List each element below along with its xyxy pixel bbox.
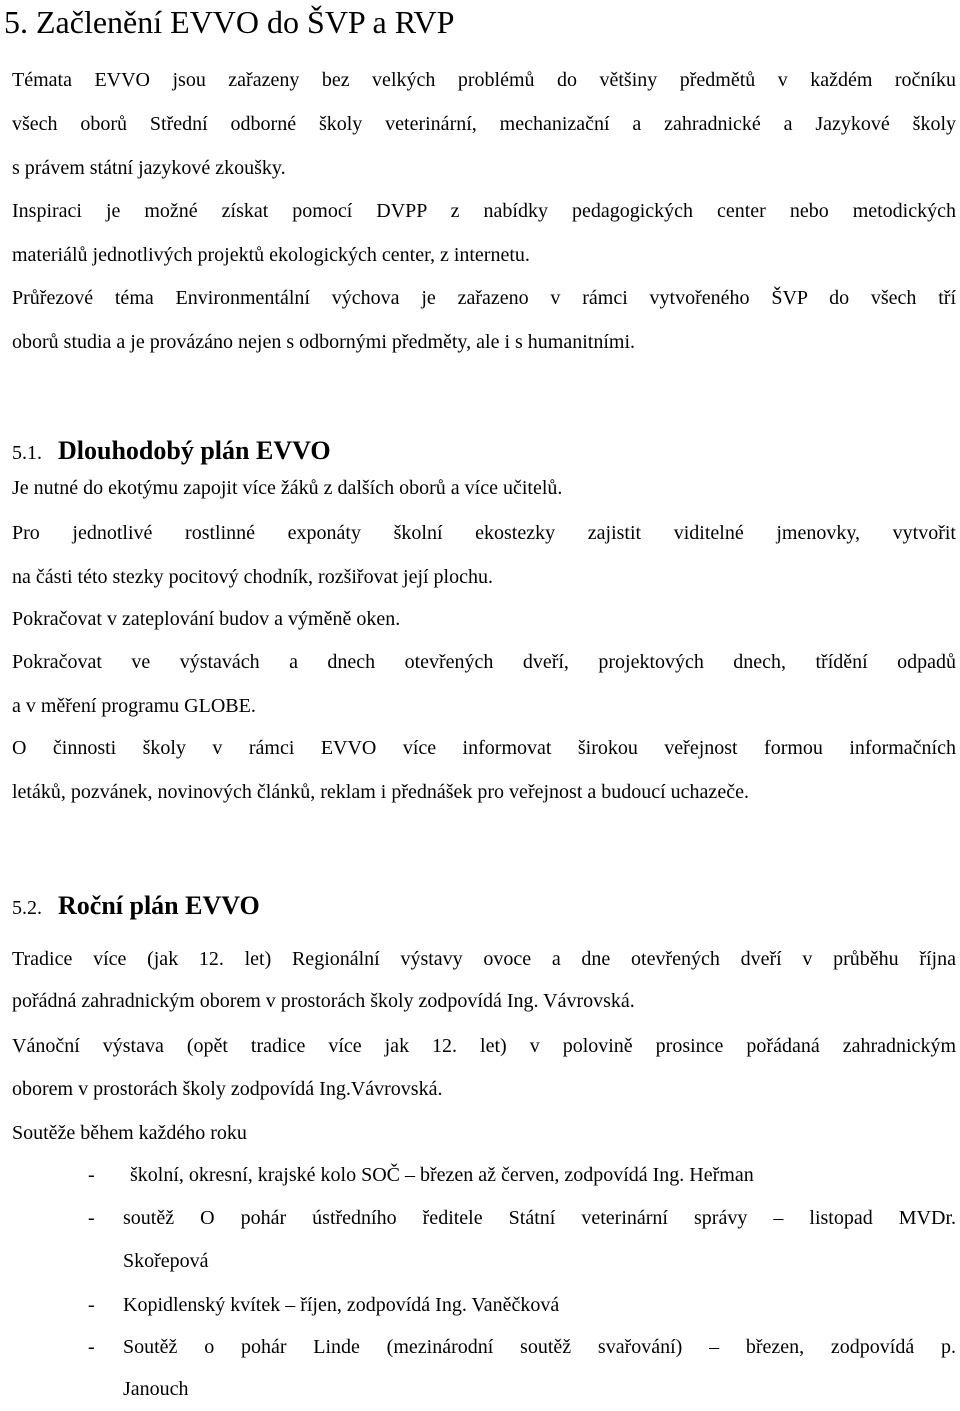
list-item-text: Janouch [123,1378,189,1400]
list-item-text: Kopidlenský kvítek – říjen, zodpovídá Ing. Vaněčková [123,1294,560,1316]
s1-p3: Pokračovat v zateplování budov a výměně oken. [12,608,401,630]
list-item-text: školní, okresní, krajské kolo SOČ – březen až červen, zodpovídá Ing. Heřman [130,1164,754,1186]
intro-p1-line2: všech oborů Střední odborné školy veterinární, mechanizační a zahradnické a Jazykové školy [12,113,956,135]
section-heading-5-2 [12,884,260,930]
s1-p5-line2: letáků, pozvánek, novinových článků, reklam i přednášek pro veřejnost a budoucí uchazeče. [12,781,749,803]
chapter-heading [4,0,454,44]
chapter-number: 5. [4,4,28,40]
intro-p3-line2: oborů studia a je provázáno nejen s odbornými předměty, ale i s humanitními. [12,331,635,353]
section-number: 5.2. [12,897,42,919]
list-dash: - [88,1164,95,1186]
s2-p2-line1: Vánoční výstava (opět tradice více jak 12. let) v polovině prosince pořádaná zahradnickým [12,1035,956,1057]
section-number: 5.1. [12,442,42,464]
intro-p2-line2: materiálů jednotlivých projektů ekologických center, z internetu. [12,244,530,266]
s1-p5-line1: O činnosti školy v rámci EVVO více informovat širokou veřejnost formou informačních [12,737,956,759]
list-dash: - [88,1207,95,1229]
intro-p1-line3: s právem státní jazykové zkoušky. [12,157,286,179]
s1-p2-line2: na části této stezky pocitový chodník, rozšiřovat její plochu. [12,566,493,588]
list-item-text: Soutěž o pohár Linde (mezinárodní soutěž svařování) – březen, zodpovídá p. [123,1336,956,1358]
list-item-text: Skořepová [123,1250,209,1272]
section-title: Roční plán EVVO [58,891,260,920]
intro-p2-line1: Inspiraci je možné získat pomocí DVPP z nabídky pedagogických center nebo metodických [12,200,956,222]
list-dash: - [88,1336,95,1358]
s2-p3: Soutěže během každého roku [12,1122,247,1144]
list-item-text: soutěž O pohár ústředního ředitele Státní veterinární správy – listopad MVDr. [123,1207,956,1229]
intro-p1-line1: Témata EVVO jsou zařazeny bez velkých problémů do většiny předmětů v každém ročníku [12,69,956,91]
s1-p1: Je nutné do ekotýmu zapojit více žáků z dalších oborů a více učitelů. [12,477,563,499]
list-dash: - [88,1294,95,1316]
intro-p3-line1: Průřezové téma Environmentální výchova je zařazeno v rámci vytvořeného ŠVP do všech tří [12,287,956,309]
s2-p1-line1: Tradice více (jak 12. let) Regionální výstavy ovoce a dne otevřených dveří v průběhu října [12,948,956,970]
section-title: Dlouhodobý plán EVVO [58,436,331,465]
chapter-title: Začlenění EVVO do ŠVP a RVP [36,4,455,40]
s1-p4-line1: Pokračovat ve výstavách a dnech otevřených dveří, projektových dnech, třídění odpadů [12,651,956,673]
s1-p4-line2: a v měření programu GLOBE. [12,695,256,717]
s2-p2-line2: oborem v prostorách školy zodpovídá Ing.Vávrovská. [12,1078,443,1100]
s1-p2-line1: Pro jednotlivé rostlinné exponáty školní ekostezky zajistit viditelné jmenovky, vytvořit [12,522,956,544]
s2-p1-line2: pořádná zahradnickým oborem v prostorách školy zodpovídá Ing. Vávrovská. [12,990,635,1012]
